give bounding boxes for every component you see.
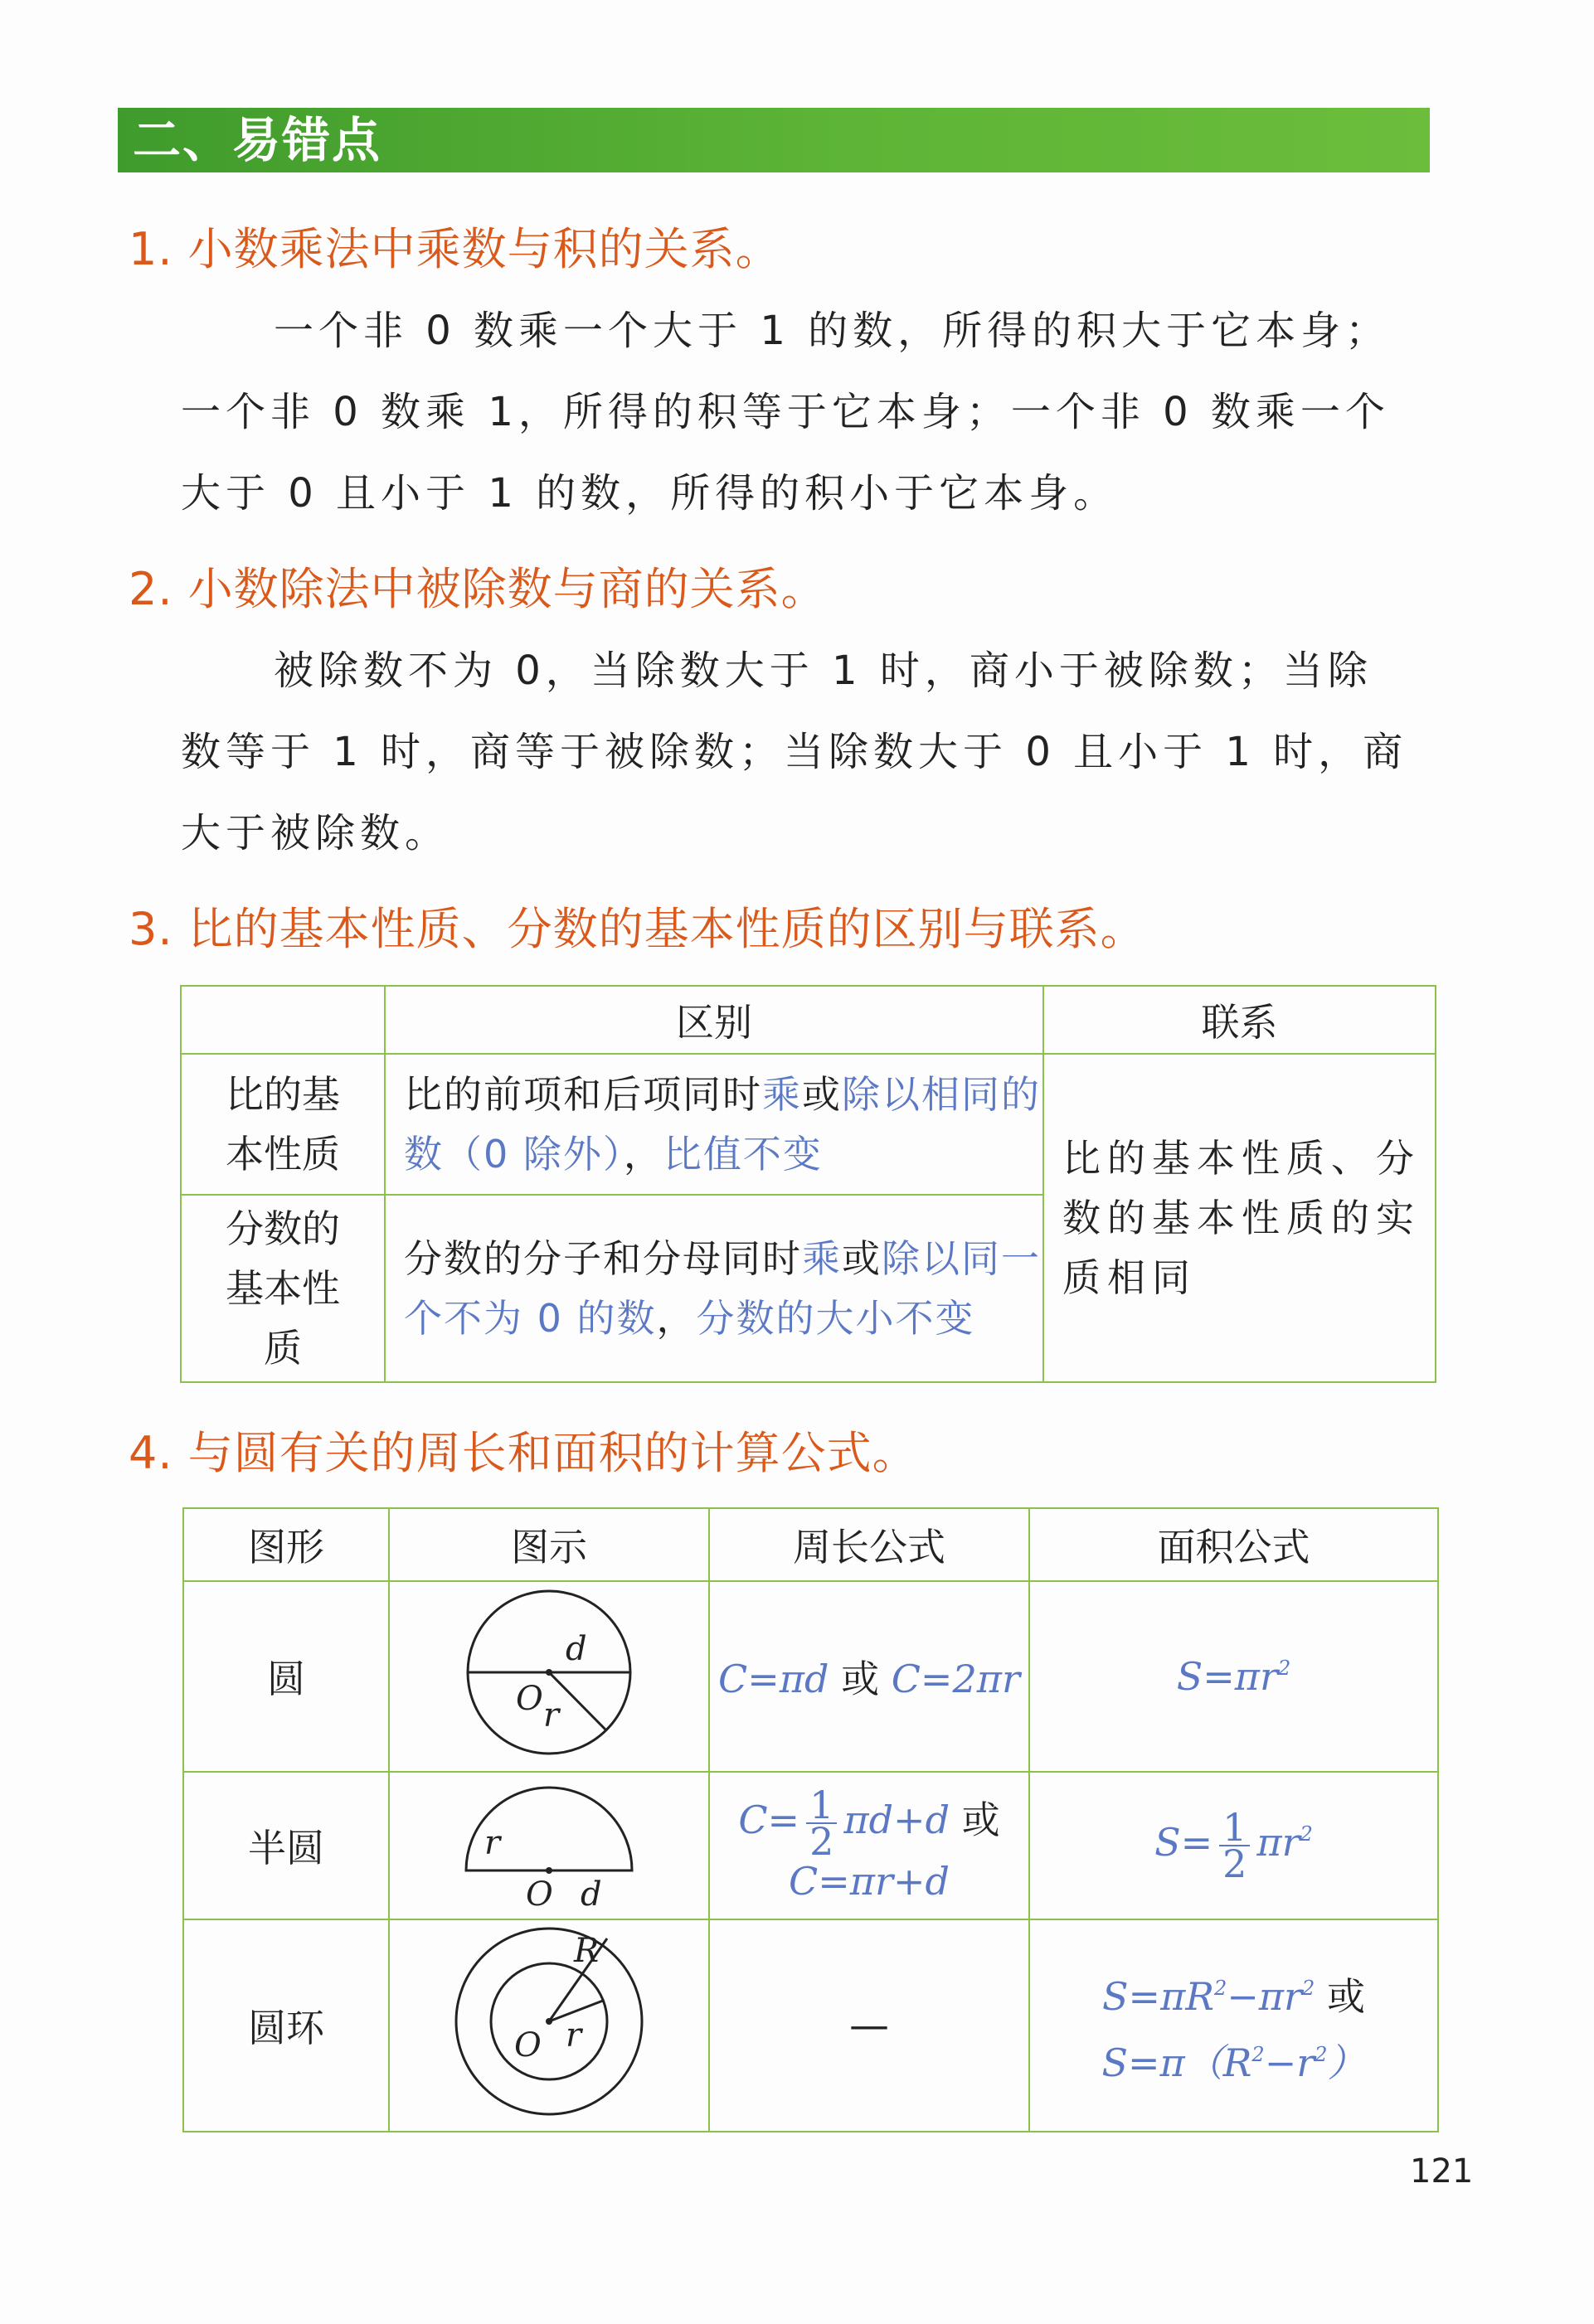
fraction (1219, 1805, 1250, 1886)
table-row (181, 1054, 1436, 1195)
ring-diagram-cell (389, 1919, 709, 2132)
formula-part: C= (738, 1798, 800, 1842)
diff-text: 或 (802, 1072, 842, 1117)
circle-formula-table (182, 1507, 1439, 2132)
row-name-line: 基本性 (226, 1266, 340, 1311)
diff-key-text: 除以同一个不为 0 的数 (404, 1236, 1041, 1341)
center-point (546, 1669, 552, 1676)
table-header-cell: 联系 (1043, 986, 1436, 1054)
semicircle-diagram-cell (389, 1772, 709, 1919)
formula-part: S=πr (1176, 1654, 1278, 1699)
formula-or: 或 (1326, 1974, 1365, 2019)
formula-part: ） (1327, 2040, 1366, 2085)
relation-cell: 比的基本性质、分数的基本性质的实质相同 (1043, 1054, 1436, 1382)
table-header-cell: 面积公式 (1029, 1508, 1438, 1581)
formula-part: S=π（R (1101, 2040, 1252, 2085)
formula-part: S=πR (1102, 1974, 1214, 2019)
table-header-cell: 图示 (389, 1508, 709, 1581)
paragraph-line: 被除数不为 0，当除数大于 1 时，商小于被除数；当除 (274, 648, 1373, 694)
diff-key-text: 比值不变 (663, 1132, 823, 1177)
table-row (183, 1919, 1438, 2132)
paragraph-line: 数等于 1 时，商等于被除数；当除数大于 0 且小于 1 时，商 (181, 729, 1408, 775)
table-row (183, 1772, 1438, 1919)
formula-exponent: 2 (1315, 2043, 1328, 2066)
diff-text: 比的前项和后项同时 (404, 1072, 762, 1117)
semicircle-diagram (450, 1775, 649, 1908)
diff-key-text: 乘 (802, 1236, 842, 1281)
formula-exponent: 2 (1251, 2043, 1265, 2066)
diff-text: ， (656, 1296, 697, 1341)
property-comparison-table (180, 985, 1436, 1383)
item-1-paragraph (181, 290, 1437, 534)
fraction-denominator: 2 (809, 1819, 834, 1864)
formula-exponent: 2 (1278, 1657, 1291, 1680)
formula-part: C=2πr (891, 1657, 1020, 1701)
formula-or: 或 (961, 1798, 1000, 1842)
diff-key-text: 乘 (762, 1072, 802, 1117)
fraction-numerator: 1 (806, 1788, 837, 1824)
perimeter-formula (709, 1772, 1029, 1919)
formula-part: πr (1256, 1820, 1300, 1865)
formula-exponent: 2 (1300, 1822, 1313, 1846)
diff-key-text: 分数的大小不变 (696, 1296, 975, 1341)
diff-key-text: 除以相同的数（0 除外） (404, 1072, 1041, 1177)
formula-or: 或 (841, 1657, 880, 1701)
radius-label: r (484, 1823, 501, 1862)
perimeter-formula: — (709, 1919, 1029, 2132)
center-label: O (516, 1679, 543, 1718)
table-header-cell: 区别 (385, 986, 1043, 1054)
item-4-heading: 4. 与圆有关的周长和面积的计算公式。 (129, 1427, 918, 1479)
row-name-line: 本性质 (226, 1132, 340, 1177)
center-point (546, 2018, 552, 2025)
formula-part: −r (1264, 2040, 1315, 2085)
row-name-line: 分数的 (226, 1206, 340, 1251)
table-header-cell: 图形 (183, 1508, 389, 1581)
item-3-heading: 3. 比的基本性质、分数的基本性质的区别与联系。 (129, 903, 1146, 955)
formula-part: C=πd (718, 1657, 829, 1701)
row-name (181, 1054, 385, 1195)
diameter-label: d (581, 1875, 602, 1908)
paragraph-line: 大于被除数。 (181, 810, 450, 856)
radius-label: r (543, 1696, 560, 1735)
row-name (181, 1195, 385, 1382)
area-formula (1029, 1919, 1438, 2132)
fraction-numerator: 1 (1219, 1810, 1250, 1846)
diff-text: ， (623, 1132, 663, 1177)
center-point (546, 1867, 552, 1874)
formula-exponent: 2 (1302, 1977, 1315, 2000)
outer-radius-label: R (574, 1931, 600, 1970)
fraction-denominator: 2 (1222, 1841, 1247, 1886)
inner-radius-label: r (566, 2016, 582, 2055)
item-2-paragraph (181, 630, 1437, 874)
fraction (806, 1783, 837, 1864)
table-row (183, 1581, 1438, 1772)
circle-diagram (450, 1585, 649, 1759)
shape-name: 圆 (183, 1581, 389, 1772)
item-1-heading: 1. 小数乘法中乘数与积的关系。 (129, 223, 781, 275)
diff-text: 或 (842, 1236, 882, 1281)
shape-name: 圆环 (183, 1919, 389, 2132)
item-2-heading: 2. 小数除法中被除数与商的关系。 (129, 563, 827, 615)
formula-part: C=πr+d (789, 1859, 950, 1904)
area-formula (1029, 1772, 1438, 1919)
ring-diagram (450, 1922, 649, 2121)
paragraph-line: 大于 0 且小于 1 的数，所得的积小于它本身。 (181, 470, 1119, 517)
page-number: 121 (1410, 2152, 1474, 2191)
difference-cell (385, 1054, 1043, 1195)
area-formula (1029, 1581, 1438, 1772)
paragraph-line: 一个非 0 数乘 1，所得的积等于它本身；一个非 0 数乘一个 (181, 389, 1390, 435)
formula-part: S= (1154, 1820, 1213, 1865)
row-name-line: 质 (264, 1326, 302, 1371)
row-name-line: 比的基 (226, 1072, 340, 1117)
paragraph-line: 一个非 0 数乘一个大于 1 的数，所得的积大于它本身； (274, 308, 1391, 354)
formula-part: πd+d (843, 1798, 950, 1842)
center-label: O (526, 1875, 553, 1908)
table-header-cell (181, 986, 385, 1054)
difference-cell (385, 1195, 1043, 1382)
perimeter-formula (709, 1581, 1029, 1772)
center-label: O (514, 2026, 542, 2064)
diff-text: 分数的分子和分母同时 (404, 1236, 802, 1281)
section-title: 二、易错点 (133, 112, 382, 168)
formula-exponent: 2 (1213, 1977, 1227, 2000)
shape-name: 半圆 (183, 1772, 389, 1919)
formula-part: −πr (1227, 1974, 1303, 2019)
circle-diagram-cell (389, 1581, 709, 1772)
table-header-cell: 周长公式 (709, 1508, 1029, 1581)
section-title-bar (118, 108, 1430, 172)
diameter-label: d (566, 1629, 587, 1668)
